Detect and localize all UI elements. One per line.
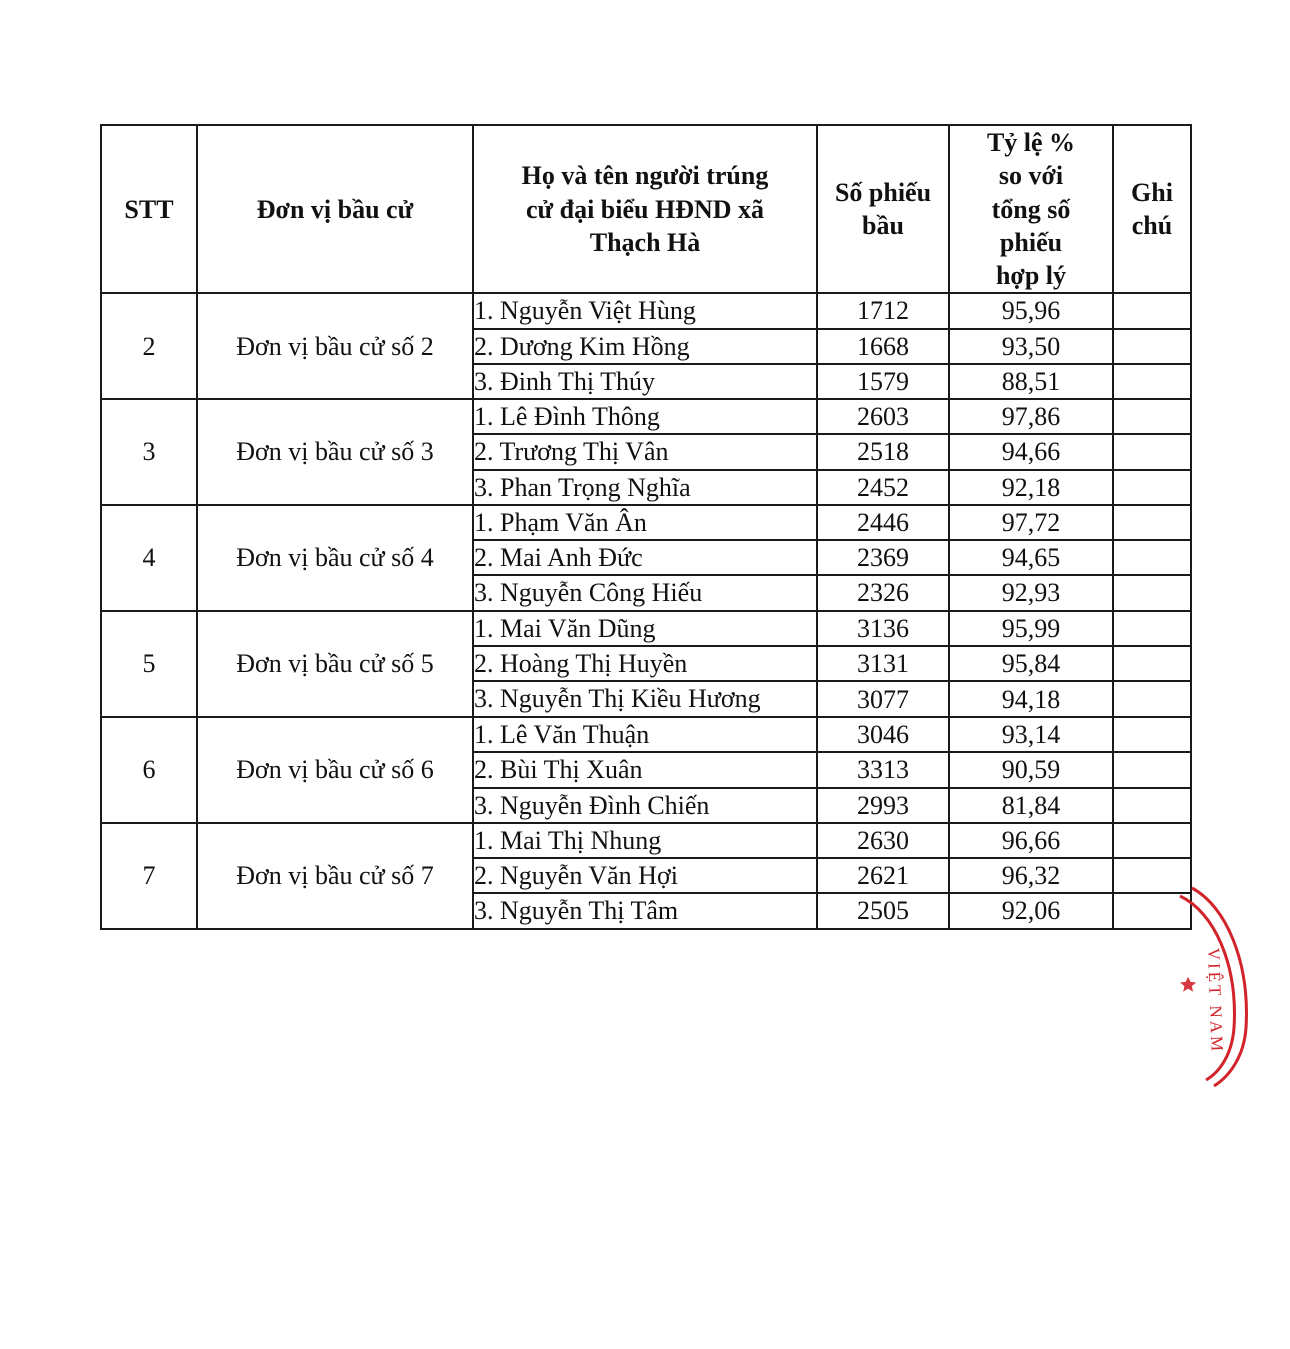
- cell-stt: 6: [101, 717, 197, 823]
- cell-candidate-name: 1. Mai Văn Dũng: [473, 611, 817, 646]
- cell-vote-percentage: 95,84: [949, 646, 1113, 681]
- cell-stt: 3: [101, 399, 197, 505]
- cell-vote-percentage: 96,32: [949, 858, 1113, 893]
- cell-candidate-name: 1. Lê Văn Thuận: [473, 717, 817, 752]
- cell-note: [1113, 858, 1191, 893]
- cell-vote-count: 1668: [817, 329, 949, 364]
- column-header-note: [1113, 125, 1191, 293]
- cell-vote-count: 2603: [817, 399, 949, 434]
- cell-candidate-name: 3. Phan Trọng Nghĩa: [473, 470, 817, 505]
- table-row: [101, 823, 1191, 858]
- cell-vote-count: 2518: [817, 434, 949, 469]
- cell-vote-count: 3313: [817, 752, 949, 787]
- column-header-percentage-line5: hợp lý: [995, 261, 1067, 291]
- cell-vote-count: 3136: [817, 611, 949, 646]
- cell-candidate-name: 1. Mai Thị Nhung: [473, 823, 817, 858]
- column-header-name-line3: Thạch Hà: [589, 227, 701, 257]
- cell-note: [1113, 329, 1191, 364]
- column-header-note-line1: Ghi: [1131, 177, 1173, 207]
- cell-vote-percentage: 97,72: [949, 505, 1113, 540]
- cell-note: [1113, 470, 1191, 505]
- svg-text:VIỆT NAM: VIỆT NAM: [1204, 947, 1227, 1055]
- cell-vote-count: 1579: [817, 364, 949, 399]
- cell-vote-percentage: 94,18: [949, 681, 1113, 717]
- column-header-note-line2: chú: [1131, 211, 1173, 241]
- cell-candidate-name: 3. Nguyễn Thị Tâm: [473, 893, 817, 928]
- cell-note: [1113, 575, 1191, 610]
- cell-vote-percentage: 95,99: [949, 611, 1113, 646]
- column-header-unit: [197, 125, 473, 293]
- cell-electoral-unit: Đơn vị bầu cử số 3: [197, 399, 473, 505]
- cell-candidate-name: 2. Trương Thị Vân: [473, 434, 817, 469]
- cell-vote-count: 2452: [817, 470, 949, 505]
- cell-vote-count: 2630: [817, 823, 949, 858]
- cell-candidate-name: 1. Lê Đình Thông: [473, 399, 817, 434]
- cell-electoral-unit: Đơn vị bầu cử số 6: [197, 717, 473, 823]
- cell-note: [1113, 752, 1191, 787]
- cell-note: [1113, 293, 1191, 328]
- column-header-percentage-line2: so với: [998, 161, 1064, 191]
- table-body: [101, 293, 1191, 928]
- table-row: [101, 399, 1191, 434]
- cell-vote-count: 3131: [817, 646, 949, 681]
- cell-candidate-name: 3. Nguyễn Thị Kiều Hương: [473, 681, 817, 717]
- cell-electoral-unit: Đơn vị bầu cử số 4: [197, 505, 473, 611]
- cell-vote-percentage: 92,18: [949, 470, 1113, 505]
- cell-vote-percentage: 94,65: [949, 540, 1113, 575]
- cell-candidate-name: 2. Bùi Thị Xuân: [473, 752, 817, 787]
- cell-note: [1113, 434, 1191, 469]
- table-row: [101, 611, 1191, 646]
- column-header-votes-line2: bầu: [862, 211, 904, 241]
- column-header-votes: [817, 125, 949, 293]
- cell-vote-percentage: 88,51: [949, 364, 1113, 399]
- election-results-table-wrapper: [100, 124, 1190, 930]
- table-row: [101, 505, 1191, 540]
- cell-electoral-unit: Đơn vị bầu cử số 7: [197, 823, 473, 929]
- cell-vote-percentage: 92,06: [949, 893, 1113, 928]
- cell-note: [1113, 788, 1191, 823]
- cell-candidate-name: 1. Nguyễn Việt Hùng: [473, 293, 817, 328]
- cell-vote-count: 3046: [817, 717, 949, 752]
- cell-candidate-name: 2. Dương Kim Hồng: [473, 329, 817, 364]
- cell-candidate-name: 2. Hoàng Thị Huyền: [473, 646, 817, 681]
- cell-vote-count: 2993: [817, 788, 949, 823]
- column-header-name: [473, 125, 817, 293]
- column-header-percentage: [949, 125, 1113, 293]
- cell-candidate-name: 3. Nguyễn Đình Chiến: [473, 788, 817, 823]
- cell-vote-count: 2326: [817, 575, 949, 610]
- column-header-stt: [101, 125, 197, 293]
- cell-vote-count: 1712: [817, 293, 949, 328]
- column-header-percentage-line3: tổng số: [991, 194, 1071, 224]
- column-header-unit-label: Đơn vị bầu cử: [256, 194, 414, 224]
- column-header-name-line1: Họ và tên người trúng: [521, 161, 769, 191]
- cell-vote-count: 2621: [817, 858, 949, 893]
- cell-note: [1113, 646, 1191, 681]
- cell-vote-count: 3077: [817, 681, 949, 717]
- cell-vote-percentage: 93,50: [949, 329, 1113, 364]
- table-row: [101, 717, 1191, 752]
- cell-electoral-unit: Đơn vị bầu cử số 2: [197, 293, 473, 399]
- cell-vote-count: 2446: [817, 505, 949, 540]
- cell-stt: 4: [101, 505, 197, 611]
- table-row: [101, 293, 1191, 328]
- column-header-name-line2: cử đại biểu HĐND xã: [525, 194, 765, 224]
- cell-vote-count: 2369: [817, 540, 949, 575]
- column-header-votes-line1: Số phiếu: [834, 177, 932, 207]
- cell-vote-percentage: 94,66: [949, 434, 1113, 469]
- cell-candidate-name: 3. Đinh Thị Thúy: [473, 364, 817, 399]
- cell-stt: 2: [101, 293, 197, 399]
- cell-vote-count: 2505: [817, 893, 949, 928]
- cell-electoral-unit: Đơn vị bầu cử số 5: [197, 611, 473, 717]
- column-header-percentage-line4: phiếu: [999, 227, 1063, 257]
- cell-vote-percentage: 97,86: [949, 399, 1113, 434]
- column-header-stt-label: STT: [124, 194, 174, 224]
- election-results-table: [100, 124, 1192, 930]
- cell-vote-percentage: 81,84: [949, 788, 1113, 823]
- cell-candidate-name: 2. Nguyễn Văn Hợi: [473, 858, 817, 893]
- cell-note: [1113, 611, 1191, 646]
- cell-vote-percentage: 92,93: [949, 575, 1113, 610]
- cell-vote-percentage: 93,14: [949, 717, 1113, 752]
- cell-candidate-name: 2. Mai Anh Đức: [473, 540, 817, 575]
- cell-note: [1113, 364, 1191, 399]
- cell-candidate-name: 3. Nguyễn Công Hiếu: [473, 575, 817, 610]
- cell-vote-percentage: 95,96: [949, 293, 1113, 328]
- cell-note: [1113, 540, 1191, 575]
- cell-note: [1113, 399, 1191, 434]
- cell-note: [1113, 823, 1191, 858]
- cell-vote-percentage: 90,59: [949, 752, 1113, 787]
- cell-note: [1113, 505, 1191, 540]
- column-header-percentage-line1: Tỷ lệ %: [986, 128, 1076, 157]
- cell-note: [1113, 681, 1191, 717]
- cell-vote-percentage: 96,66: [949, 823, 1113, 858]
- cell-note: [1113, 893, 1191, 928]
- table-header: [101, 125, 1191, 293]
- cell-candidate-name: 1. Phạm Văn Ân: [473, 505, 817, 540]
- cell-stt: 7: [101, 823, 197, 929]
- cell-stt: 5: [101, 611, 197, 717]
- cell-note: [1113, 717, 1191, 752]
- table-header-row: [101, 125, 1191, 293]
